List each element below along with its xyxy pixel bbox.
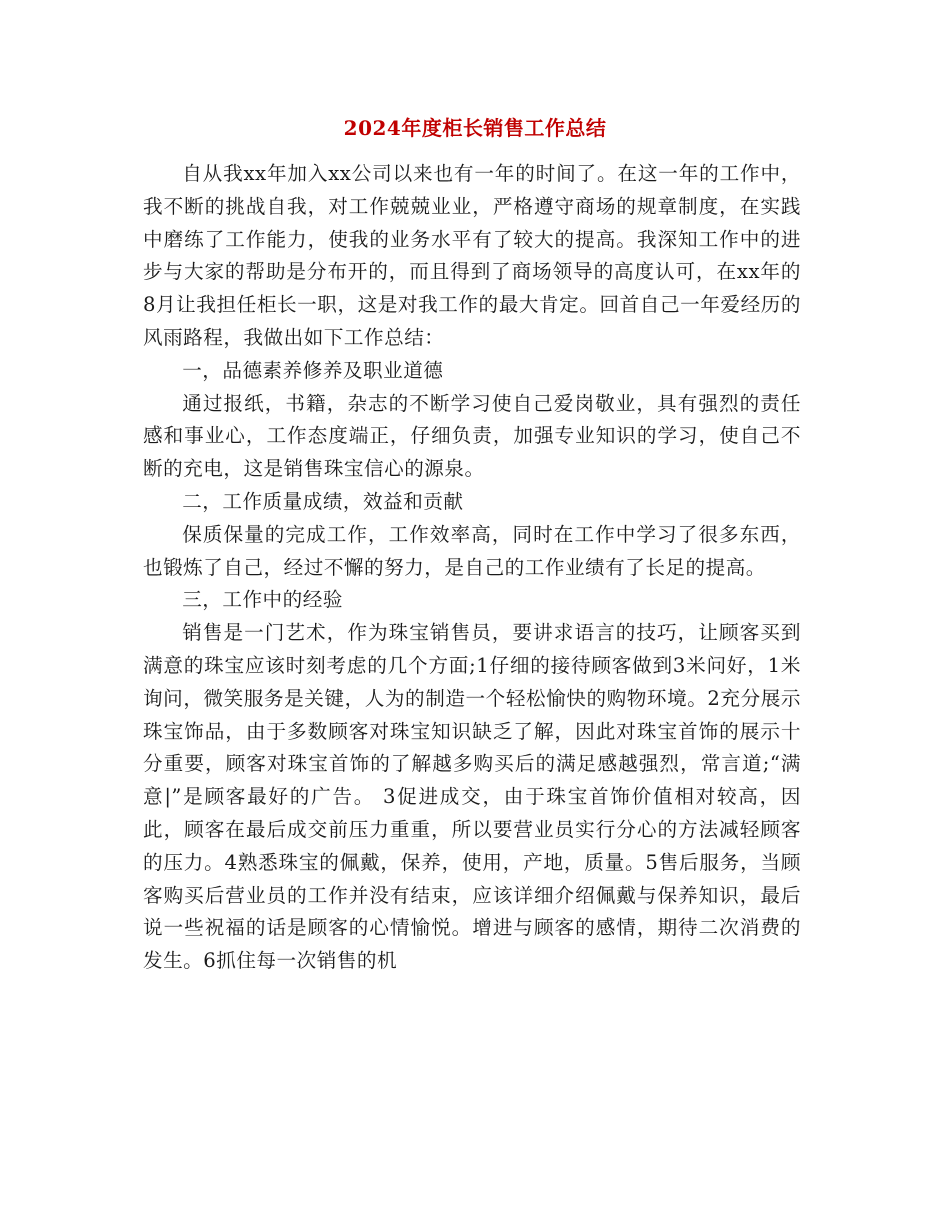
section-heading-quality: 二，工作质量成绩，效益和贡献 bbox=[182, 489, 464, 513]
document-body bbox=[143, 158, 801, 978]
intro-paragraph: 自从我xx年加入xx公司以来也有一年的时间了。在这一年的工作中，我不断的挑战自我，对工作兢兢业业，严格遵守商场的规章制度，在实践中磨练了工作能力，使我的业务水平有了较大的提高。我深知工作中的进步与大家的帮助是分布开的，而且得到了商场领导的高度认可，在xx年的8月让我担任柜长一职，这是对我工作的最大肯定。回首自己一年爱经历的风雨路程，我做出如下工作总结： bbox=[143, 162, 801, 349]
document-title: 2024年度柜长销售工作总结 bbox=[343, 116, 607, 140]
section-heading-ethics: 一，品德素养修养及职业道德 bbox=[182, 358, 444, 382]
section-heading-experience: 三，工作中的经验 bbox=[182, 588, 343, 612]
quality-paragraph: 保质保量的完成工作，工作效率高，同时在工作中学习了很多东西，也锻炼了自己，经过不懈的努力，是自己的工作业绩有了长足的提高。 bbox=[143, 522, 801, 579]
ethics-paragraph: 通过报纸，书籍，杂志的不断学习使自己爱岗敬业，具有强烈的责任感和事业心，工作态度端正，仔细负责，加强专业知识的学习，使自己不断的充电，这是销售珠宝信心的源泉。 bbox=[143, 391, 801, 481]
experience-paragraph: 销售是一门艺术，作为珠宝销售员，要讲求语言的技巧，让顾客买到满意的珠宝应该时刻考虑的几个方面;1仔细的接待顾客做到3米问好，1米询问，微笑服务是关键，人为的制造一个轻松愉快的购物环境。2充分展示珠宝饰品，由于多数顾客对珠宝知识缺乏了解，因此对珠宝首饰的展示十分重要，顾客对珠宝首饰的了解越多购买后的满足感越强烈，常言道;“满意|”是顾客最好的广告。 3促进成交，由于珠宝首饰价值相对较高，因此，顾客在最后成交前压力重重，所以要营业员实行分心的方法减轻顾客的压力。4熟悉珠宝的佩戴，保养，使用，产地，质量。5售后服务，当顾客购买后营业员的工作并没有结束，应该详细介绍佩戴与保养知识，最后说一些祝福的话是顾客的心情愉悦。增进与顾客的感情，期待二次消费的发生。6抓住每一次销售的机 bbox=[143, 621, 801, 973]
